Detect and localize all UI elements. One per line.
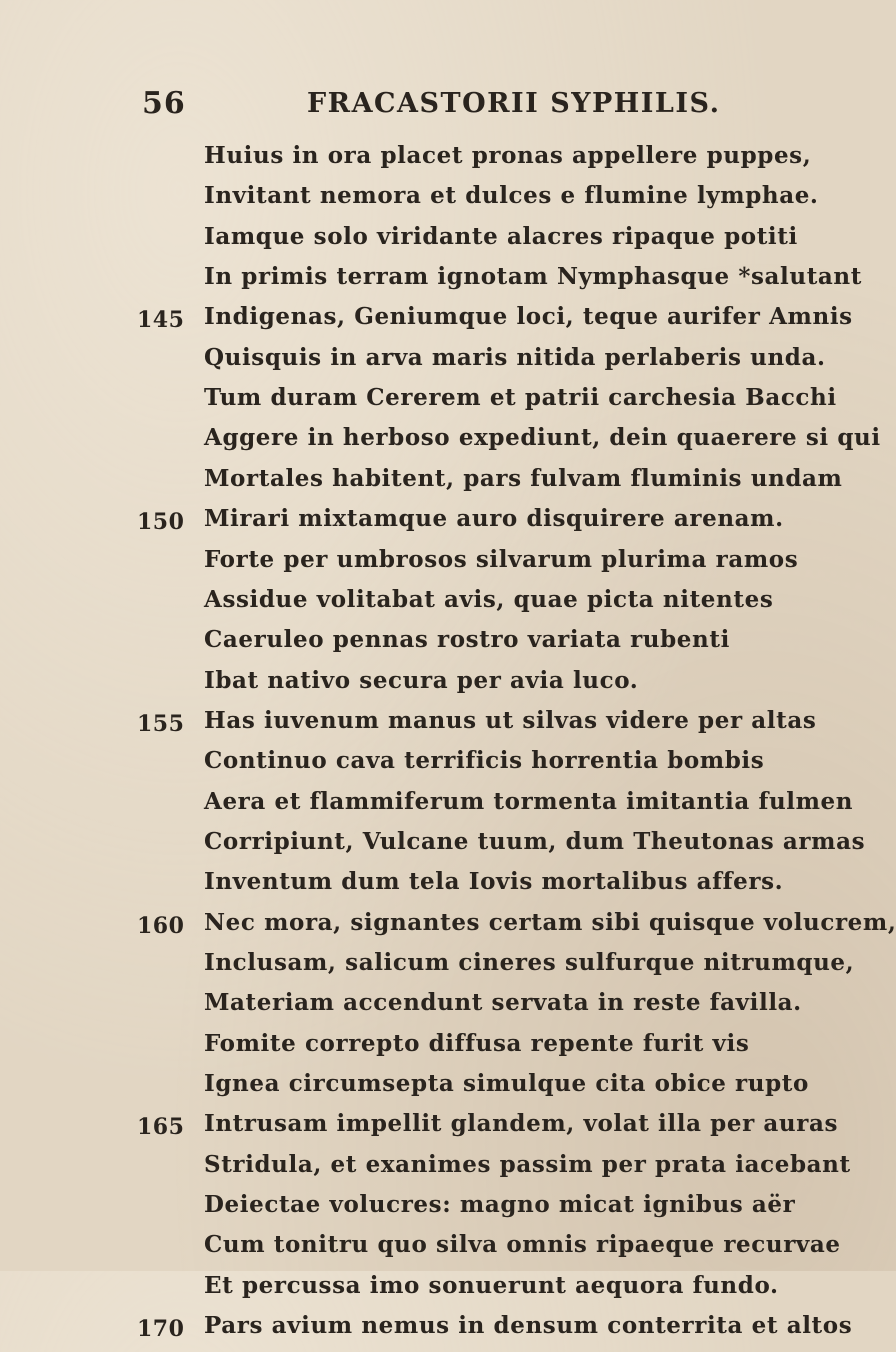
verse-line — [0, 546, 800, 586]
verse-line — [0, 788, 854, 828]
page-header — [0, 86, 800, 126]
verse-text: In primis terram ignotam Nymphasque *salutant — [204, 263, 862, 290]
verse-line — [0, 707, 817, 747]
verse-text: Stridula, et exanimes passim per prata iacebant — [204, 1151, 851, 1178]
line-number: 145 — [137, 307, 185, 333]
verse-line — [0, 868, 800, 908]
verse-text: Cum tonitru quo silva omnis ripaeque recurvae — [204, 1231, 841, 1258]
verse-text: Fomite correpto diffusa repente furit vis — [204, 1030, 750, 1057]
verse-text: Indigenas, Geniumque loci, teque aurifer Amnis — [204, 303, 853, 330]
verse-text: Caeruleo pennas rostro variata rubenti — [204, 626, 730, 653]
verse-text: Continuo cava terrificis horrentia bombis — [204, 747, 765, 774]
verse-line — [0, 1110, 839, 1150]
verse-line — [0, 989, 800, 1029]
verse-line — [0, 747, 800, 787]
verse-line — [0, 424, 881, 464]
running-title: FRACASTORII SYPHILIS. — [307, 88, 721, 119]
verse-line — [0, 667, 800, 707]
verse-text: Nec mora, signantes certam sibi quisque volucrem, — [204, 909, 896, 936]
verse-line — [0, 949, 855, 989]
verse-text: Pars avium nemus in densum conterrita et altos — [204, 1312, 853, 1339]
verse-text: Quisquis in arva maris nitida perlaberis unda. — [204, 344, 826, 371]
verse-line — [0, 384, 837, 424]
line-number: 170 — [137, 1316, 185, 1342]
verse-text: Aggere in herboso expediunt, dein quaerere si qui — [204, 424, 881, 451]
verse-line — [0, 1231, 841, 1271]
verse-text: Forte per umbrosos silvarum plurima ramos — [204, 546, 799, 573]
verse-text: Et percussa imo sonuerunt aequora fundo. — [204, 1272, 779, 1299]
line-number: 160 — [137, 913, 185, 939]
verse-text: Corripiunt, Vulcane tuum, dum Theutonas armas — [204, 828, 866, 855]
verse-text: Mirari mixtamque auro disquirere arenam. — [204, 505, 784, 532]
verse-line — [0, 586, 800, 626]
line-number: 165 — [137, 1114, 185, 1140]
verse-line — [0, 182, 819, 222]
verse-line — [0, 828, 866, 868]
line-number: 155 — [137, 711, 185, 737]
page-number: 56 — [142, 86, 186, 121]
verse-text: Ibat nativo secura per avia luco. — [204, 667, 639, 694]
verse-text: Mortales habitent, pars fulvam fluminis undam — [204, 465, 843, 492]
verse-text: Deiectae volucres: magno micat ignibus aër — [204, 1191, 796, 1218]
verse-text: Materiam accendunt servata in reste favilla. — [204, 989, 802, 1016]
line-number: 150 — [137, 509, 185, 535]
verse-line — [0, 1272, 800, 1312]
verse-text: Iamque solo viridante alacres ripaque potiti — [204, 223, 798, 250]
verse-line — [0, 909, 896, 949]
verse-text: Assidue volitabat avis, quae picta nitentes — [204, 586, 774, 613]
verse-text: Ignea circumsepta simulque cita obice rupto — [204, 1070, 809, 1097]
verse-line — [0, 303, 853, 343]
verse-line — [0, 223, 800, 263]
verse-text: Aera et flammiferum tormenta imitantia fulmen — [204, 788, 854, 815]
verse-text: Inclusam, salicum cineres sulfurque nitrumque, — [204, 949, 855, 976]
verse-text: Tum duram Cererem et patrii carchesia Bacchi — [204, 384, 837, 411]
verse-line — [0, 1030, 800, 1070]
verse-line — [0, 142, 812, 182]
verse-line — [0, 626, 800, 666]
verse-line — [0, 505, 800, 545]
verse-line — [0, 344, 826, 384]
verse-text: Intrusam impellit glandem, volat illa per auras — [204, 1110, 839, 1137]
verse-text: Has iuvenum manus ut silvas videre per altas — [204, 707, 817, 734]
verse-line — [0, 263, 862, 303]
verse-text: Inventum dum tela Iovis mortalibus affers. — [204, 868, 784, 895]
verse-line — [0, 1151, 851, 1191]
verse-line — [0, 1312, 853, 1352]
verse-line — [0, 465, 843, 505]
verse-line — [0, 1070, 809, 1110]
verse-text: Invitant nemora et dulces e flumine lymphae. — [204, 182, 819, 209]
verse-line — [0, 1191, 800, 1231]
verse-text: Huius in ora placet pronas appellere puppes, — [204, 142, 812, 169]
